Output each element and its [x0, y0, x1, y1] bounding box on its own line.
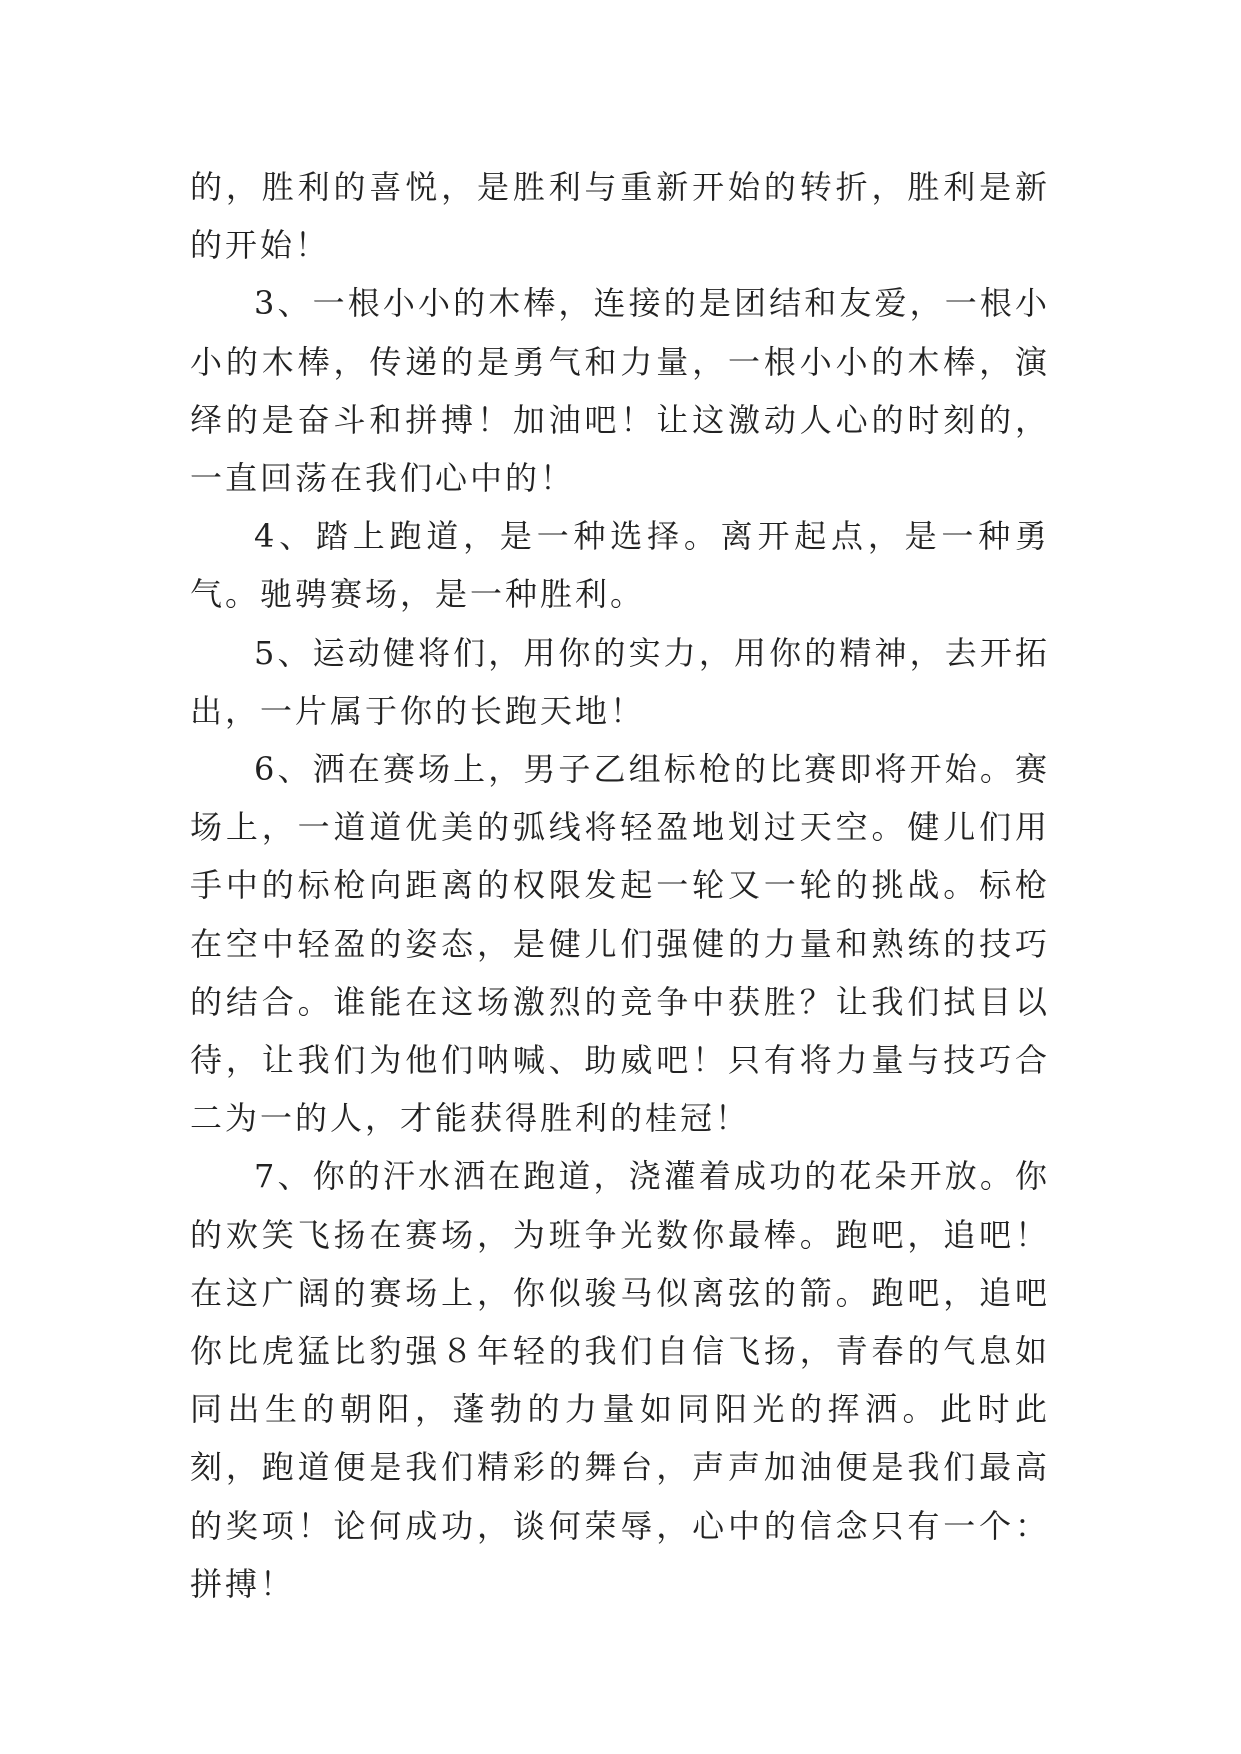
paragraph-item-5: 5、运动健将们，用你的实力，用你的精神，去开拓出，一片属于你的长跑天地！	[190, 633, 1050, 730]
document-body	[190, 158, 1050, 1613]
paragraph-item-6: 6、洒在赛场上，男子乙组标枪的比赛即将开始。赛场上，一道道优美的弧线将轻盈地划过天空。健儿们用手中的标枪向距离的权限发起一轮又一轮的挑战。标枪在空中轻盈的姿态，是健儿们强健的力量和熟练的技巧的结合。谁能在这场激烈的竞争中获胜？让我们拭目以待，让我们为他们呐喊、助威吧！只有将力量与技巧合二为一的人，才能获得胜利的桂冠！	[190, 750, 1050, 1138]
paragraph-1: 的，胜利的喜悦，是胜利与重新开始的转折，胜利是新的开始！	[190, 168, 1050, 265]
paragraph-item-3: 3、一根小小的木棒，连接的是团结和友爱，一根小小的木棒，传递的是勇气和力量，一根小小的木棒，演绎的是奋斗和拼搏！加油吧！让这激动人心的时刻的，一直回荡在我们心中的！	[190, 284, 1050, 498]
paragraph-item-7: 7、你的汗水洒在跑道，浇灌着成功的花朵开放。你的欢笑飞扬在赛场，为班争光数你最棒。跑吧，追吧！在这广阔的赛场上，你似骏马似离弦的箭。跑吧，追吧你比虎猛比豹强８年轻的我们自信飞扬，青春的气息如同出生的朝阳，蓬勃的力量如同阳光的挥洒。此时此刻，跑道便是我们精彩的舞台，声声加油便是我们最高的奖项！论何成功，谈何荣辱，心中的信念只有一个：拼搏！	[190, 1157, 1050, 1603]
paragraph-item-4: 4、踏上跑道，是一种选择。离开起点，是一种勇气。驰骋赛场，是一种胜利。	[190, 517, 1050, 614]
